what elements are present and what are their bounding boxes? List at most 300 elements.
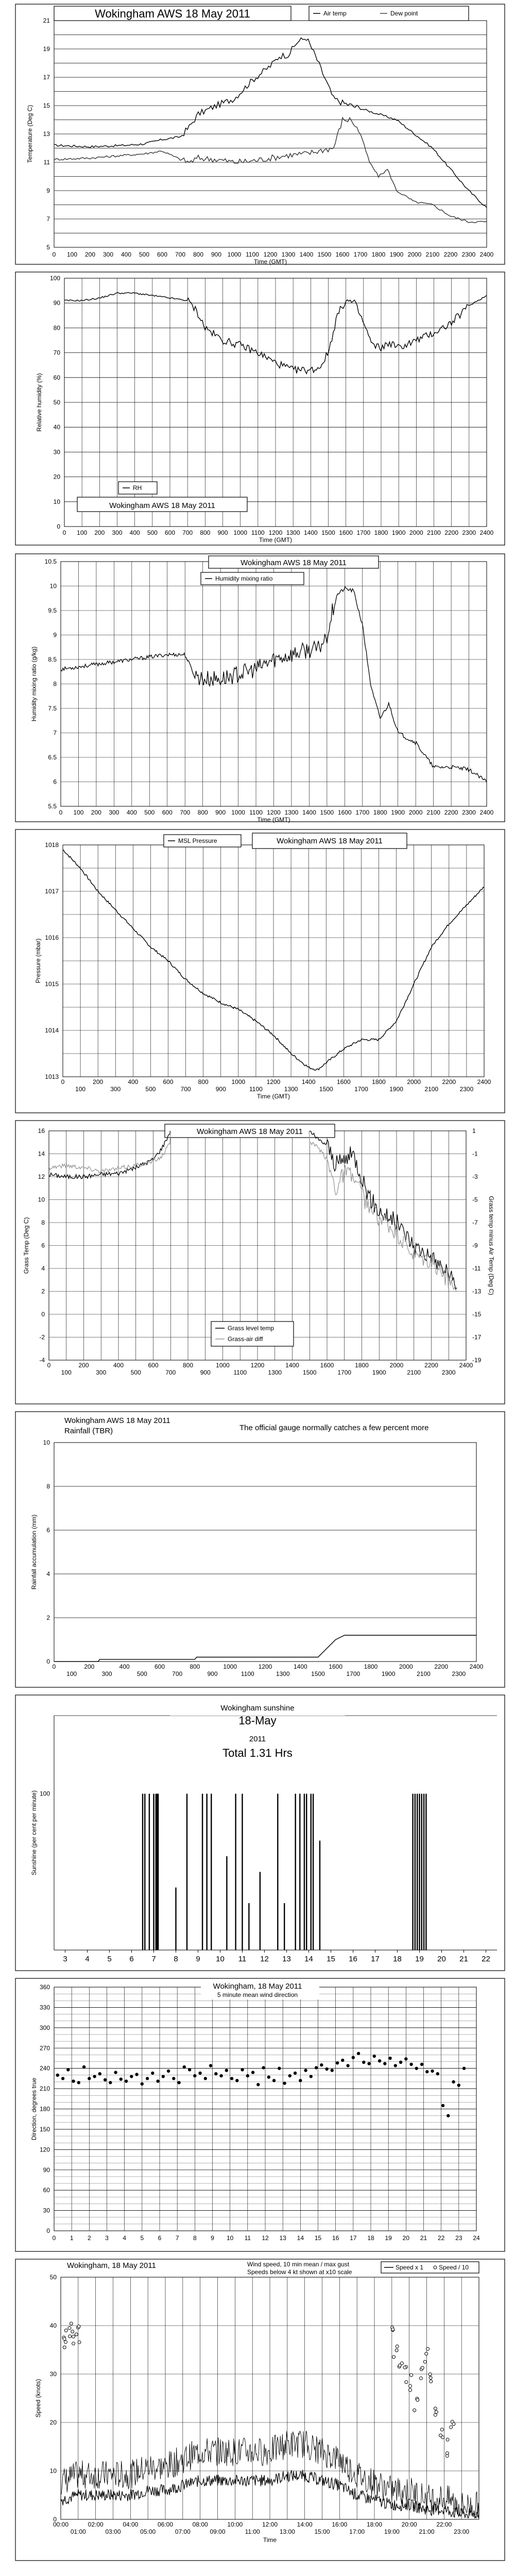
data-point: [373, 2055, 376, 2058]
x-tick-label: 800: [200, 529, 211, 536]
x-tick-label: 14: [304, 1955, 313, 1963]
data-point: [272, 2079, 276, 2082]
y-tick-label: 9.5: [48, 607, 57, 614]
x-tick-label: 600: [163, 1078, 174, 1086]
x-tick-label: 1000: [227, 251, 242, 258]
data-point: [125, 2079, 128, 2082]
x-tick-label: 2100: [425, 251, 440, 258]
data-point: [434, 2413, 437, 2416]
chart-relative-humidity: [15, 272, 505, 545]
data-point: [415, 2067, 418, 2070]
x-tick-label: 4: [85, 1955, 90, 1963]
data-point: [177, 2081, 180, 2084]
y2-tick-label: -9: [472, 1242, 478, 1249]
data-point: [394, 2064, 397, 2067]
y-tick-label: 10: [49, 2467, 57, 2475]
x-tick-label: 15: [327, 1955, 335, 1963]
chart-total: Total 1.31 Hrs: [222, 1747, 293, 1759]
data-point: [419, 2377, 422, 2380]
x-tick-label: 1300: [284, 1086, 298, 1093]
x-tick-label: 23: [455, 2234, 462, 2242]
x-tick-label: 16: [332, 2234, 339, 2242]
x-tick-label: 1100: [233, 1369, 247, 1376]
data-point: [452, 2422, 455, 2426]
x-tick-label: 1400: [302, 809, 316, 816]
x-tick-label: 2100: [407, 1369, 421, 1376]
x-tick-label: 09:00: [210, 2528, 226, 2535]
x-tick-label: 01:00: [70, 2528, 86, 2535]
x-tick-label: 2300: [462, 529, 476, 536]
legend-label: Dew point: [390, 10, 418, 17]
x-tick-label: 1800: [372, 1078, 386, 1086]
y-tick-label: 14: [38, 1150, 45, 1158]
data-point: [251, 2071, 254, 2074]
x-tick-label: 12:00: [262, 2521, 278, 2528]
x-tick-label: 1800: [355, 1362, 369, 1369]
x-tick-label: 20:00: [401, 2521, 417, 2528]
x-tick-label: 17: [371, 1955, 380, 1963]
x-tick-label: 300: [96, 1369, 107, 1376]
x-tick-label: 1100: [246, 251, 259, 258]
x-tick-label: 200: [84, 1663, 95, 1670]
y-tick-label: 6.5: [48, 754, 57, 761]
x-tick-label: 100: [77, 529, 88, 536]
x-tick-label: 100: [66, 1670, 77, 1677]
x-tick-label: 200: [94, 529, 105, 536]
y-tick-label: 150: [39, 2125, 50, 2133]
data-point: [72, 2342, 75, 2345]
x-tick-label: 1300: [281, 251, 296, 258]
data-point: [119, 2078, 123, 2081]
y-axis-title: Direction, degrees true: [30, 2077, 38, 2141]
x-tick-label: 2400: [477, 1078, 491, 1086]
x-tick-label: 600: [162, 809, 173, 816]
y-tick-label: 17: [43, 74, 50, 81]
data-point: [299, 2079, 302, 2082]
data-point: [230, 2077, 233, 2080]
data-point: [428, 2373, 432, 2376]
x-tick-label: 600: [154, 1663, 165, 1670]
y-tick-label: 60: [43, 2187, 50, 2194]
data-point: [98, 2072, 101, 2075]
x-tick-label: 300: [110, 1086, 121, 1093]
x-tick-label: 1100: [241, 1670, 254, 1677]
data-point: [209, 2064, 212, 2067]
y2-tick-label: -5: [472, 1196, 478, 1204]
x-tick-label: 1000: [231, 1078, 246, 1086]
x-tick-label: 1500: [302, 1369, 317, 1376]
x-tick-label: 2100: [417, 1670, 431, 1677]
x-tick-label: 0: [61, 1078, 65, 1086]
x-tick-label: 2100: [424, 1086, 439, 1093]
chart-title: Wokingham AWS 18 May 2011: [197, 1127, 303, 1136]
x-tick-label: 1500: [320, 809, 334, 816]
y-tick-label: 6: [41, 1242, 45, 1249]
chart-title: Wokingham AWS 18 May 2011: [64, 1416, 170, 1425]
data-point: [395, 2349, 398, 2352]
x-tick-label: 1400: [293, 1663, 307, 1670]
data-point: [156, 2079, 159, 2082]
y-tick-label: 100: [39, 1790, 50, 1798]
y-axis-title: Grass Temp (Deg C): [23, 1217, 30, 1274]
x-tick-label: 20: [402, 2234, 410, 2242]
data-point: [77, 2325, 80, 2328]
y-tick-label: 2: [41, 1287, 45, 1295]
y2-tick-label: -11: [472, 1265, 481, 1272]
y-tick-label: 20: [53, 473, 60, 481]
x-tick-label: 100: [61, 1369, 72, 1376]
data-point: [416, 2398, 419, 2401]
data-point: [167, 2070, 170, 2073]
chart-grass-temp: [15, 1117, 505, 1404]
x-tick-label: 19: [385, 2234, 392, 2242]
x-tick-label: 18: [393, 1955, 402, 1963]
data-point: [325, 2067, 328, 2071]
data-point: [399, 2061, 402, 2064]
x-tick-label: 9: [211, 2234, 214, 2242]
y2-tick-label: -3: [472, 1173, 478, 1180]
data-point: [93, 2075, 96, 2078]
x-tick-label: 2300: [459, 1086, 474, 1093]
data-point: [278, 2067, 281, 2070]
y-tick-label: 300: [39, 2024, 50, 2031]
x-tick-label: 1400: [299, 251, 314, 258]
y-tick-label: -4: [39, 1357, 45, 1364]
x-tick-label: 1900: [372, 1369, 386, 1376]
x-tick-label: 1800: [374, 529, 388, 536]
data-point: [352, 2056, 355, 2059]
x-tick-label: 2300: [452, 1670, 466, 1677]
x-tick-label: 200: [93, 1078, 104, 1086]
x-tick-label: 1300: [276, 1670, 290, 1677]
x-tick-label: 800: [193, 251, 204, 258]
x-tick-label: 2300: [462, 809, 476, 816]
chart-title: Wokingham, 18 May 2011: [213, 1982, 302, 1991]
data-point: [357, 2052, 360, 2055]
y-tick-label: 8.5: [48, 656, 57, 663]
data-point: [410, 2374, 413, 2377]
x-tick-label: 24: [473, 2234, 480, 2242]
x-tick-label: 2400: [479, 809, 494, 816]
x-tick-label: 11: [238, 1955, 247, 1963]
x-tick-label: 11:00: [245, 2528, 260, 2535]
x-tick-label: 4: [123, 2234, 127, 2242]
x-tick-label: 1900: [381, 1670, 396, 1677]
data-point: [346, 2064, 349, 2067]
y-tick-label: 10: [38, 1196, 45, 1204]
data-point: [151, 2072, 154, 2075]
x-tick-label: 8: [174, 1955, 178, 1963]
data-point: [68, 2327, 71, 2330]
x-tick-label: 12: [260, 1955, 269, 1963]
data-point: [310, 2075, 313, 2078]
data-point: [429, 2376, 432, 2379]
x-tick-label: 500: [144, 809, 155, 816]
x-tick-label: 2200: [434, 1663, 449, 1670]
data-point: [315, 2066, 318, 2069]
x-tick-label: 300: [102, 251, 114, 258]
x-tick-label: 1600: [337, 809, 352, 816]
y-tick-label: 240: [39, 2064, 50, 2072]
y-tick-label: 1013: [45, 1073, 59, 1080]
x-tick-label: 1800: [373, 809, 387, 816]
y-tick-label: 4: [41, 1265, 45, 1272]
x-tick-label: 1700: [354, 1086, 368, 1093]
x-tick-label: 17:00: [349, 2528, 365, 2535]
x-tick-label: 10: [226, 2234, 234, 2242]
x-tick-label: 23:00: [454, 2528, 470, 2535]
data-point: [409, 2063, 413, 2066]
data-point: [56, 2074, 59, 2077]
x-tick-label: 00:00: [53, 2521, 69, 2528]
data-point: [63, 2346, 66, 2349]
x-tick-label: 0: [62, 529, 66, 536]
y-tick-label: 30: [43, 2207, 50, 2214]
x-tick-label: 600: [157, 251, 168, 258]
x-tick-label: 2: [87, 2234, 91, 2242]
data-point: [63, 2337, 66, 2341]
y-tick-label: 5: [46, 244, 50, 251]
data-point: [436, 2072, 439, 2075]
x-tick-label: 02:00: [88, 2521, 104, 2528]
x-tick-label: 200: [91, 809, 101, 816]
x-tick-label: 700: [180, 1086, 191, 1093]
x-tick-label: 04:00: [123, 2521, 139, 2528]
data-point: [452, 2080, 455, 2083]
y-tick-label: 10.5: [44, 558, 57, 565]
x-tick-label: 100: [66, 251, 78, 258]
data-point: [141, 2082, 144, 2086]
chart-title: Wokingham sunshine: [220, 1704, 295, 1713]
data-point: [457, 2083, 460, 2087]
x-tick-label: 2400: [479, 251, 494, 258]
x-tick-label: 1900: [391, 529, 406, 536]
data-point: [198, 2072, 201, 2075]
y2-tick-label: -17: [472, 1333, 482, 1341]
x-tick-label: 400: [128, 1078, 139, 1086]
y-tick-label: 7: [53, 729, 57, 737]
y2-tick-label: 1: [472, 1127, 476, 1134]
x-tick-label: 2200: [444, 809, 458, 816]
data-point: [262, 2066, 265, 2069]
y-tick-label: 30: [49, 2370, 57, 2378]
x-tick-label: 0: [52, 1663, 56, 1670]
x-tick-label: 11: [244, 2234, 251, 2242]
y-tick-label: 19: [43, 45, 50, 53]
x-tick-label: 700: [172, 1670, 183, 1677]
x-tick-label: 21:00: [419, 2528, 435, 2535]
x-tick-label: 9: [196, 1955, 200, 1963]
data-point: [435, 2411, 438, 2414]
x-tick-label: 1000: [216, 1362, 230, 1369]
y-tick-label: 1018: [45, 841, 59, 849]
y-tick-label: 13: [43, 130, 50, 138]
y-tick-label: 0: [46, 2227, 50, 2234]
y2-tick-label: -7: [472, 1219, 478, 1226]
y-tick-label: 12: [38, 1173, 45, 1180]
x-tick-label: 0: [47, 1362, 51, 1369]
data-point: [64, 2341, 67, 2344]
y-tick-label: 50: [53, 399, 60, 406]
x-tick-label: 5: [140, 2234, 144, 2242]
y-tick-label: -2: [39, 1333, 45, 1341]
y2-tick-label: -15: [472, 1311, 482, 1318]
x-tick-label: 900: [215, 809, 226, 816]
x-tick-label: 1500: [317, 251, 332, 258]
x-tick-label: 18: [367, 2234, 374, 2242]
x-tick-label: 19:00: [384, 2528, 400, 2535]
y-tick-label: 90: [53, 299, 60, 307]
x-tick-label: 5: [107, 1955, 112, 1963]
y-tick-label: 60: [53, 374, 60, 381]
y-tick-label: 1015: [45, 980, 59, 988]
x-tick-label: 1200: [258, 1663, 272, 1670]
x-tick-label: 300: [109, 809, 119, 816]
data-point: [246, 2074, 249, 2077]
x-tick-label: 7: [151, 1955, 156, 1963]
x-tick-label: 1700: [337, 1369, 352, 1376]
x-tick-label: 700: [182, 529, 193, 536]
data-point: [341, 2059, 344, 2062]
data-point: [398, 2364, 401, 2367]
data-point: [434, 2407, 437, 2410]
data-point: [193, 2074, 196, 2077]
y-tick-label: 16: [38, 1127, 45, 1134]
data-point: [320, 2063, 323, 2066]
data-point: [61, 2077, 64, 2080]
x-tick-label: 2000: [408, 809, 423, 816]
x-tick-label: 700: [180, 809, 191, 816]
x-tick-label: 1000: [223, 1663, 237, 1670]
legend-swatch: [434, 2266, 437, 2269]
x-tick-label: 1500: [321, 529, 335, 536]
y-tick-label: 40: [49, 2322, 57, 2329]
x-tick-label: 2000: [399, 1663, 413, 1670]
data-point: [77, 2081, 80, 2084]
x-axis-title: Time: [263, 2536, 277, 2544]
x-tick-label: 1000: [231, 809, 245, 816]
chart-subtitle: Wind speed, 10 min mean / max gust: [247, 2261, 350, 2268]
x-tick-label: 19: [415, 1955, 424, 1963]
data-point: [336, 2061, 339, 2064]
x-tick-label: 05:00: [140, 2528, 156, 2535]
data-point: [425, 2070, 428, 2073]
data-point: [283, 2081, 286, 2084]
chart-subtitle: 5 minute mean wind direction: [217, 1991, 298, 1998]
x-tick-label: 1100: [251, 529, 265, 536]
y2-tick-label: -19: [472, 1357, 482, 1364]
data-point: [146, 2077, 149, 2080]
x-tick-label: 1600: [320, 1362, 334, 1369]
x-tick-label: 1900: [389, 251, 404, 258]
x-tick-label: 1300: [284, 809, 299, 816]
y-tick-label: 7: [46, 215, 50, 223]
data-point: [294, 2072, 297, 2075]
x-tick-label: 12: [262, 2234, 269, 2242]
chart-sunshine: [15, 1695, 505, 1971]
data-point: [219, 2074, 222, 2077]
legend-label: Grass-air diff: [228, 1335, 263, 1343]
x-tick-label: 400: [129, 529, 140, 536]
chart-temperature: [15, 4, 505, 265]
data-point: [235, 2079, 238, 2082]
chart-wind-direction: [15, 1978, 505, 2251]
y-tick-label: 10: [43, 1439, 50, 1446]
y-tick-label: 1014: [45, 1027, 59, 1034]
x-tick-label: 2200: [444, 529, 459, 536]
x-tick-label: 1000: [233, 529, 248, 536]
x-tick-label: 900: [207, 1670, 218, 1677]
x-tick-label: 14:00: [297, 2521, 313, 2528]
x-tick-label: 1200: [250, 1362, 265, 1369]
chart-note: The official gauge normally catches a few percent more: [239, 1423, 429, 1432]
chart-title: Wokingham AWS 18 May 2011: [277, 837, 383, 845]
x-tick-label: 22: [482, 1955, 490, 1963]
y-tick-label: 360: [39, 1984, 50, 1991]
data-point: [405, 2381, 408, 2384]
legend-label: Speed / 10: [439, 2264, 469, 2271]
chart-date: 18-May: [238, 1714, 277, 1727]
y-axis-title: Sunshine (per cent per minute): [30, 1790, 38, 1875]
x-tick-label: 8: [193, 2234, 197, 2242]
data-point: [172, 2077, 175, 2080]
y-tick-label: 70: [53, 349, 60, 357]
x-tick-label: 1200: [263, 251, 278, 258]
data-point: [288, 2074, 291, 2077]
data-point: [72, 2335, 75, 2338]
data-point: [420, 2063, 423, 2066]
x-tick-label: 14: [297, 2234, 304, 2242]
x-tick-label: 300: [101, 1670, 112, 1677]
x-tick-label: 200: [84, 251, 96, 258]
x-tick-label: 6: [158, 2234, 162, 2242]
chart-mixing-ratio: [15, 554, 505, 823]
x-tick-label: 300: [112, 529, 123, 536]
x-tick-label: 3: [105, 2234, 109, 2242]
x-tick-label: 1300: [268, 1369, 282, 1376]
x-tick-label: 16:00: [332, 2521, 348, 2528]
y-tick-label: 120: [39, 2146, 50, 2154]
x-tick-label: 400: [119, 1663, 130, 1670]
x-tick-label: 800: [198, 1078, 209, 1086]
data-point: [362, 2061, 365, 2064]
x-tick-label: 1200: [266, 1078, 281, 1086]
x-tick-label: 20: [437, 1955, 446, 1963]
x-tick-label: 1300: [286, 529, 300, 536]
x-tick-label: 22: [437, 2234, 445, 2242]
plot-area: [54, 1443, 476, 1662]
data-point: [188, 2068, 191, 2071]
y-axis-title: Relative humidity (%): [36, 373, 43, 432]
y2-axis-title: Grass temp minus Air Temp (Deg C): [488, 1196, 495, 1295]
data-point: [114, 2071, 117, 2074]
data-point: [68, 2335, 72, 2338]
data-point: [446, 2438, 449, 2441]
y-tick-label: 0: [46, 1658, 50, 1665]
x-tick-label: 16: [349, 1955, 357, 1963]
chart-title: Wokingham, 18 May 2011: [67, 2261, 156, 2270]
data-point: [331, 2069, 334, 2072]
data-point: [183, 2065, 186, 2069]
data-point: [88, 2077, 91, 2080]
x-axis-title: Time (GMT): [259, 536, 293, 544]
x-tick-label: 500: [136, 1670, 147, 1677]
y2-tick-label: -13: [472, 1287, 482, 1295]
x-tick-label: 1600: [335, 251, 350, 258]
data-point: [267, 2076, 270, 2079]
x-tick-label: 500: [139, 251, 150, 258]
y-tick-label: 0: [57, 523, 60, 530]
